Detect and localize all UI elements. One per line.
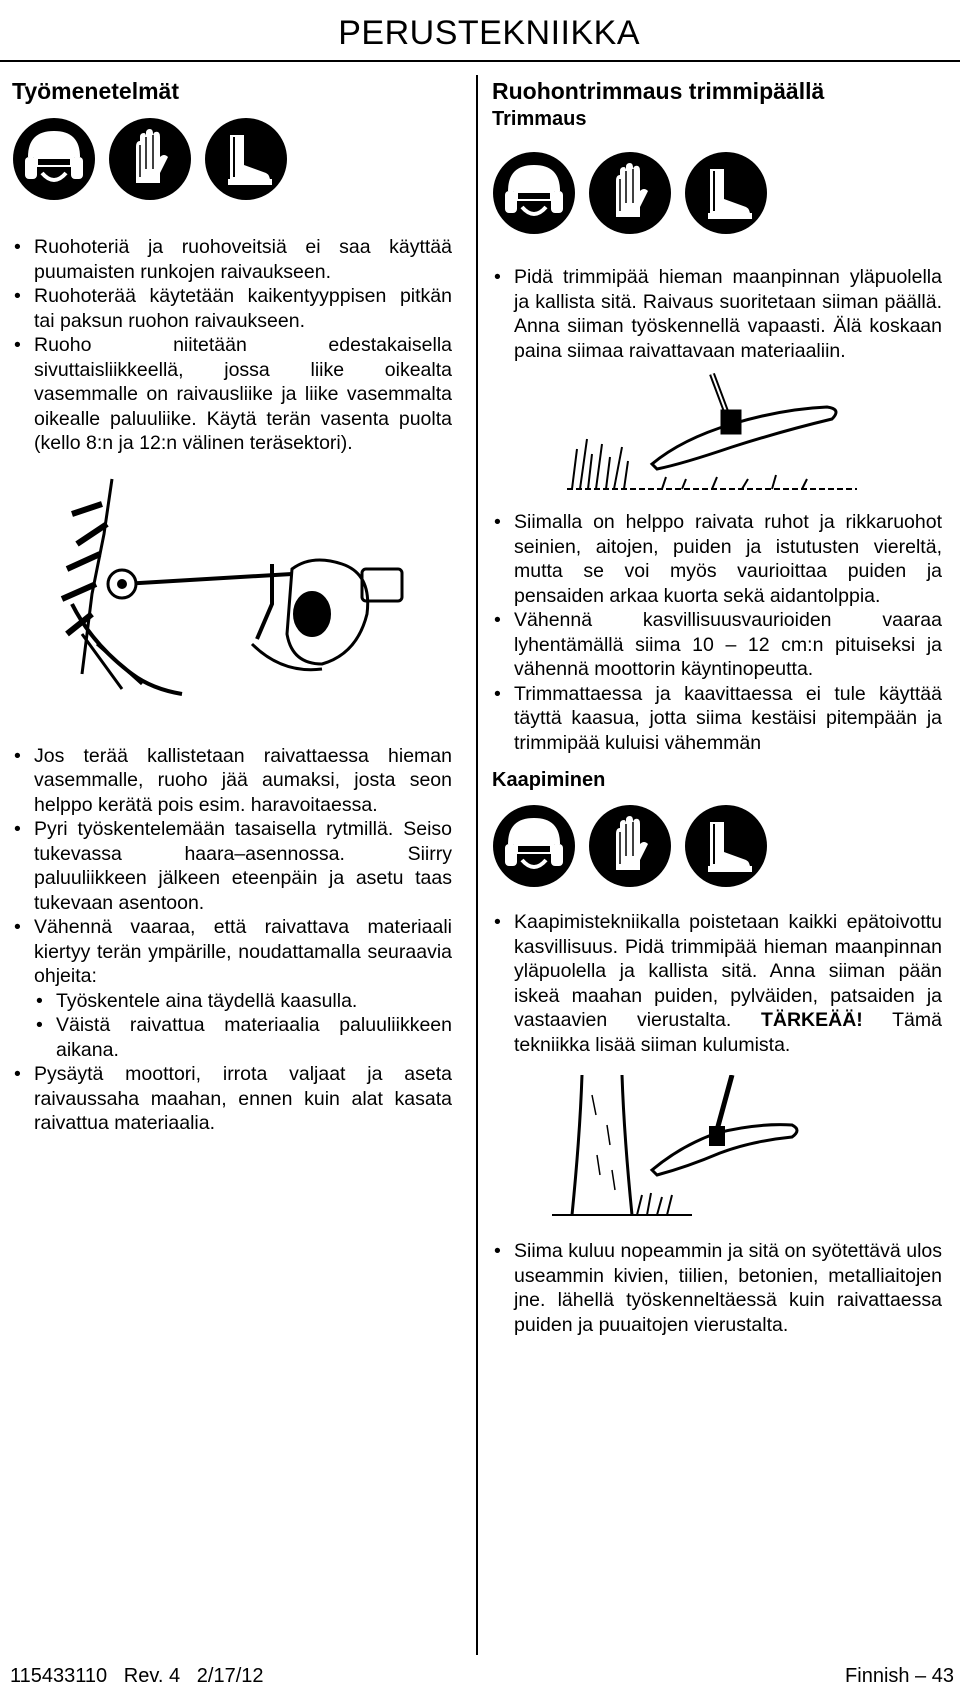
list-item: • Vähennä vaaraa, että raivattava materiaali kiertyy terän ympärille, noudattamalla seuraavia ohjeita: (12, 915, 452, 989)
list-item (492, 910, 942, 1057)
helmet-ear-eye-protection-icon (492, 804, 576, 888)
right-column (492, 75, 942, 1337)
work-methods-list-2 (12, 744, 452, 989)
page-number: Finnish – 43 (845, 1665, 954, 1687)
page-title: PERUSTEKNIIKKA (338, 14, 640, 52)
work-methods-list-3 (12, 1062, 452, 1136)
list-item: • Ruoho niitetään edestakaisella sivuttaisliikkeellä, jossa liike oikealta vasemmalle on raivausliike ja liike vasemmalta oikealle paluuliike. Käytä terän vasenta puolta (kello 8:n ja 12:n välinen teräsektori). (12, 333, 452, 456)
gloves-icon (588, 151, 672, 235)
section-title-work-methods: Työmenetelmät (12, 78, 180, 104)
subsection-title-scraping: Kaapiminen (492, 769, 606, 791)
boots-icon (684, 151, 768, 235)
list-item: • Ruohoterää käytetään kaikentyyppisen pitkän tai paksun ruohon raivaukseen. (12, 284, 452, 333)
trimming-list-1 (492, 265, 942, 363)
list-item: • Työskentele aina täydellä kaasulla. (34, 989, 452, 1014)
scraping-text-post: Tämä tekniikka lisää siiman kulumista. (514, 1009, 942, 1056)
work-methods-list-1 (12, 235, 452, 456)
list-item: • Pyri työskentelemään tasaisella rytmillä. Seiso tukevassa haara–asennossa. Siirry paluuliikkeen jälkeen eteenpäin ja asetu taas tukevaan asentoon. (12, 817, 452, 915)
brushcutter-operator-illustration (12, 474, 442, 724)
subsection-title-trimming: Trimmaus (492, 108, 587, 130)
left-column (12, 75, 452, 1136)
scraping-list (492, 910, 942, 1057)
list-item: • Siima kuluu nopeammin ja sitä on syötettävä ulos useammin kivien, tiilien, betonien, metalliaitojen jne. lähellä työskenneltäessä kuin raivattaessa puiden ja puuaitojen vierustalta. (492, 1239, 942, 1337)
helmet-ear-eye-protection-icon (492, 151, 576, 235)
work-methods-sublist (34, 989, 452, 1063)
scraping-tree-illustration (552, 1075, 812, 1225)
gloves-icon (108, 117, 192, 201)
list-item: • Vähennä kasvillisuusvaurioiden vaaraa lyhentämällä siima 10 – 12 cm:n pituiseksi ja vähennä moottorin käyntinopeutta. (492, 608, 942, 682)
ppe-icons (492, 804, 942, 888)
boots-icon (204, 117, 288, 201)
ppe-icons (492, 151, 942, 235)
ppe-icons (12, 117, 452, 201)
list-item: • Trimmattaessa ja kaavittaessa ei tule käyttää täyttä kaasua, jotta siima kestäisi pitempään ja trimmipää kuluisi vähemmän (492, 682, 942, 756)
list-item: • Siimalla on helppo raivata ruhot ja rikkaruohot seinien, aitojen, puiden ja istutusten viereltä, mutta se voi myös vaurioittaa puiden ja pensaiden arkaa kuorta sekä aidantolppia. (492, 510, 942, 608)
scraping-list-2 (492, 1239, 942, 1337)
gloves-icon (588, 804, 672, 888)
boots-icon (684, 804, 768, 888)
header-rule (0, 60, 960, 62)
important-label: TÄRKEÄÄ! (760, 1009, 863, 1031)
trimmer-head-grass-illustration (562, 369, 862, 494)
trimming-list-2 (492, 510, 942, 755)
list-item: • Jos terää kallistetaan raivattaessa hieman vasemmalle, ruoho jää aumaksi, josta seon helppo kerätä pois esim. haravoitaessa. (12, 744, 452, 818)
list-item: • Ruohoteriä ja ruohoveitsiä ei saa käyttää puumaisten runkojen raivaukseen. (12, 235, 452, 284)
scraping-text-pre: Kaapimistekniikalla poistetaan kaikki epätoivottu kasvillisuus. Pidä trimmipää hieman maanpinnan yläpuolella ja kallista sitä. Anna siiman pään iskeä maahan puiden, pylväiden, patsaiden ja vastaavien vierustalta. (514, 911, 942, 1031)
list-item: • Väistä raivattua materiaalia paluuliikkeen aikana. (34, 1013, 452, 1062)
helmet-ear-eye-protection-icon (12, 117, 96, 201)
section-title-trimming: Ruohontrimmaus trimmipäällä (492, 78, 825, 104)
column-divider (476, 75, 478, 1655)
document-number: 115433110 Rev. 4 2/17/12 (10, 1665, 264, 1687)
list-item: • Pidä trimmipää hieman maanpinnan yläpuolella ja kallista sitä. Raivaus suoritetaan siiman päällä. Anna siiman työskennellä vapaasti. Älä koskaan paina siimaa raivattavaan materiaaliin. (492, 265, 942, 363)
list-item: • Pysäytä moottori, irrota valjaat ja aseta raivaussaha maahan, ennen kuin alat kasata raivattua materiaalia. (12, 1062, 452, 1136)
